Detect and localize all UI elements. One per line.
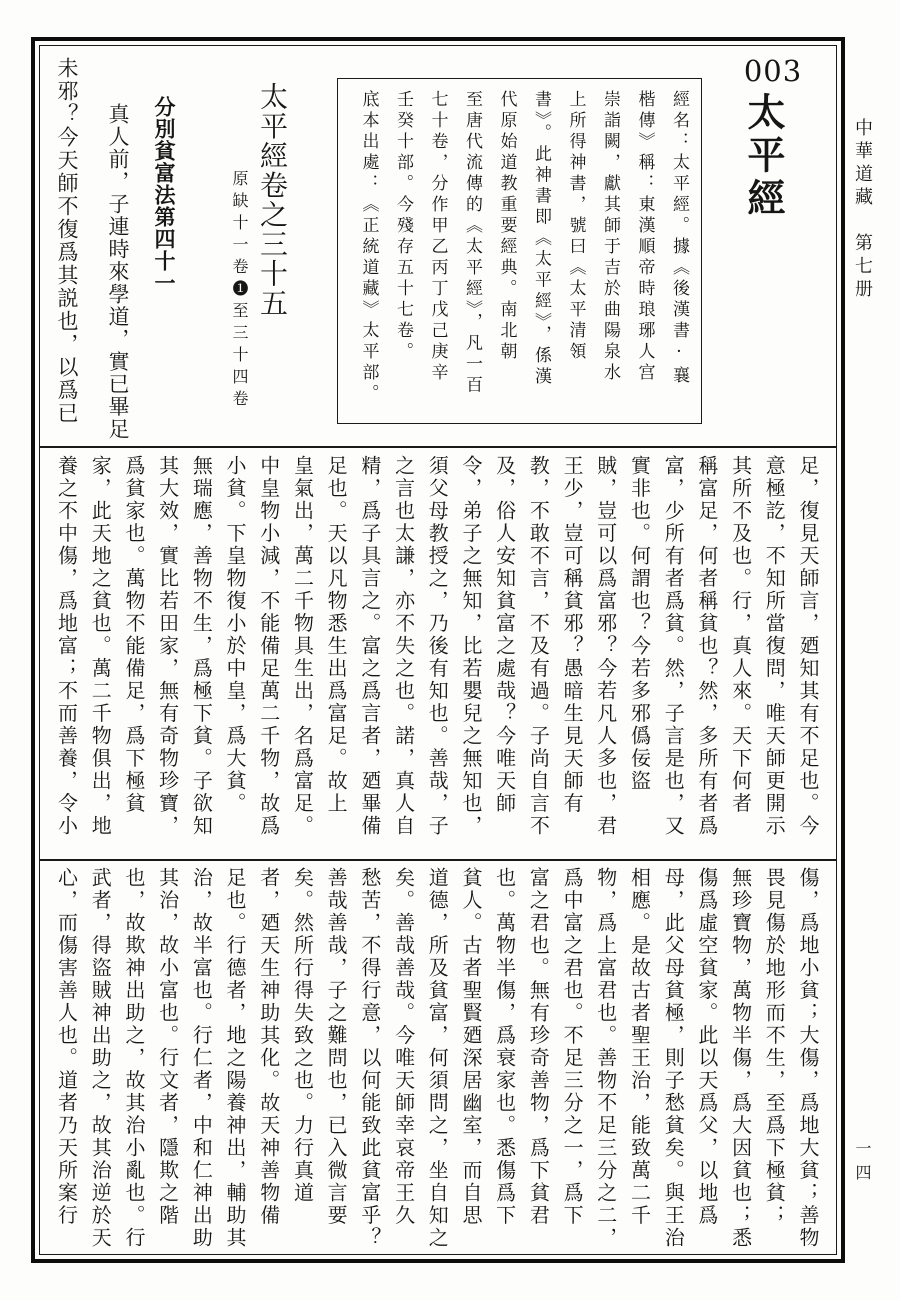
- text-column: 足也。行德者，地之陽養神出，輔助其: [223, 867, 248, 1250]
- text-column: 中皇物小減，不能備足萬二千物，故爲: [256, 455, 281, 838]
- text-column: 也。萬物半傷，爲衰家也。悉傷爲下: [492, 867, 517, 1227]
- text-column: 畏見傷於地形而不生，至爲下極貧；: [762, 867, 787, 1227]
- text-column: 爲貧家也。萬物不能備足，爲下極貧: [121, 455, 146, 815]
- text-column: 實非也。何謂也？今若多邪僞佞盜: [627, 455, 652, 793]
- text-column: 矣。然所行得失致之也。力行真道: [290, 867, 315, 1205]
- chapter-title: 太平經卷之三十五: [256, 82, 289, 318]
- text-column: 治，故半富也。行仁者，中和仁神出助: [189, 867, 214, 1250]
- colophon-column: 至唐代流傳的《太平經》，凡一百: [462, 90, 482, 397]
- text-column: 富，少所有者爲貧。然，子言是也，又: [661, 455, 686, 838]
- text-column: 精，爲子具言之。富之爲言者，廼畢備: [357, 455, 382, 838]
- colophon-box: [337, 78, 702, 424]
- text-column: 相應。是故古者聖王治，能致萬二千: [627, 867, 652, 1227]
- text-column: 家，此天地之貧也。萬二千物俱出，地: [88, 455, 113, 838]
- colophon-column: 壬癸十部。今殘存五十七卷。: [393, 90, 413, 363]
- text-column: 貧人。古者聖賢廼深居幽室，而自思: [458, 867, 483, 1227]
- text-column: 無瑞應，善物不生，爲極下貧。子欲知: [189, 455, 214, 838]
- colophon-column: 崇詣闕，獻其師于吉於曲陽泉水: [600, 90, 620, 384]
- text-column: 武者，得盜賊神出助之，故其治逆於天: [88, 867, 113, 1250]
- text-column: 道德，所及貧富，何須問之，坐自知之: [425, 867, 450, 1250]
- middle-text-block: [48, 455, 824, 856]
- text-column: 愁苦，不得行意，以何能致此貧富乎？: [357, 867, 382, 1250]
- text-column: 意極訖，不知所當復問，唯天師更開示: [762, 455, 787, 838]
- colophon-column: 書》。此神書即《太平經》，係漢: [531, 90, 551, 388]
- text-column: 物，爲上富君也。善物不足三分之二，: [593, 867, 618, 1250]
- folio-number: 一四: [853, 1140, 872, 1188]
- text-column: 矣。善哉善哉。今唯天師幸哀帝王久: [391, 867, 416, 1227]
- text-column: 無珍寶物，萬物半傷，爲大因貧也；悉: [728, 867, 753, 1250]
- text-column: 須父母教授之，乃後有知也。善哉，子: [425, 455, 450, 838]
- text-column: 教，不敢不言，不及有過。子尚自言不: [526, 455, 551, 838]
- intro-column-2: 未邪？今天師不復爲其説也，以爲已: [55, 57, 79, 425]
- book-title: 太平經: [741, 92, 786, 221]
- colophon-column: 楷傳》稱：東漢順帝時琅琊人宫: [634, 90, 655, 384]
- text-column: 皇氣出，萬二千物具生出，名爲富足。: [290, 455, 315, 838]
- chapter-note: 原缺十一卷❶至三十四卷: [230, 170, 249, 412]
- text-column: 傷爲虛空貧家。此以天爲父，以地爲: [694, 867, 719, 1227]
- text-column: 也，故欺神出助之，故其治小亂也。行: [121, 867, 146, 1250]
- text-column: 富之君也。無有珍奇善物，爲下貧君: [526, 867, 551, 1227]
- text-column: 者，廼天生神助其化。故天神善物備: [256, 867, 281, 1227]
- section-divider-top: [40, 446, 837, 448]
- text-column: 令，弟子之無知，比若嬰兒之無知也，: [458, 455, 483, 838]
- text-column: 其大效，實比若田家，無有奇物珍寶，: [155, 455, 180, 838]
- section-title: 分別貧富法第四十一: [152, 96, 176, 294]
- text-column: 賊，豈可以爲富邪？今若凡人多也，君: [593, 455, 618, 838]
- section-divider-bottom: [40, 859, 837, 861]
- text-column: 之言也太謙，亦不失之也。諾，真人自: [391, 455, 416, 838]
- text-column: 其治，故小富也。行文者，隱欺之階: [155, 867, 180, 1227]
- text-column: 足，復見天師言，廼知其有不足也。今: [796, 455, 820, 838]
- book-number: 003: [743, 54, 803, 88]
- volume-label: 中華道藏 第七册: [852, 118, 873, 302]
- text-column: 傷，爲地小貧；大傷，爲地大貧；善物: [796, 867, 820, 1250]
- text-column: 及，俗人安知貧富之處哉？今唯天師: [492, 455, 517, 815]
- text-column: 足也。天以凡物悉生出爲富足。故上: [324, 455, 349, 815]
- intro-column-1: 真人前，子連時來學道，實已畢足: [106, 103, 130, 441]
- colophon-column: 七十卷，分作甲乙丙丁戊己庚辛: [427, 90, 448, 384]
- text-column: 善哉善哉，子之難問也，已入微言要: [324, 867, 349, 1227]
- text-column: 養之不中傷，爲地富；不而善養，令小: [54, 455, 79, 838]
- colophon-column: 底本出處：《正統道藏》太平部。: [358, 90, 379, 405]
- text-column: 爲中富之君也。不足三分之一，爲下: [560, 867, 585, 1227]
- colophon-column: 代原始道教重要經典。南北朝: [496, 90, 517, 363]
- bottom-text-block: [48, 867, 824, 1257]
- text-column: 其所不及也。行，真人來。天下何者: [728, 455, 753, 815]
- text-column: 小貧。下皇物復小於中皇，爲大貧。: [223, 455, 248, 815]
- text-column: 心，而傷害善人也。道者乃天所案行: [54, 867, 79, 1227]
- text-column: 母，此父母貧極，則子愁貧矣。與王治: [661, 867, 686, 1250]
- text-column: 稱富足，何者稱貧也？然，多所有者爲: [694, 455, 719, 838]
- text-column: 王少，豈可稱貧邪？愚暗生見天師有: [560, 455, 585, 815]
- colophon-column: 經名：太平經。據《後漢書·襄: [669, 90, 689, 387]
- colophon-column: 上所得神書，號曰《太平清領: [565, 90, 586, 363]
